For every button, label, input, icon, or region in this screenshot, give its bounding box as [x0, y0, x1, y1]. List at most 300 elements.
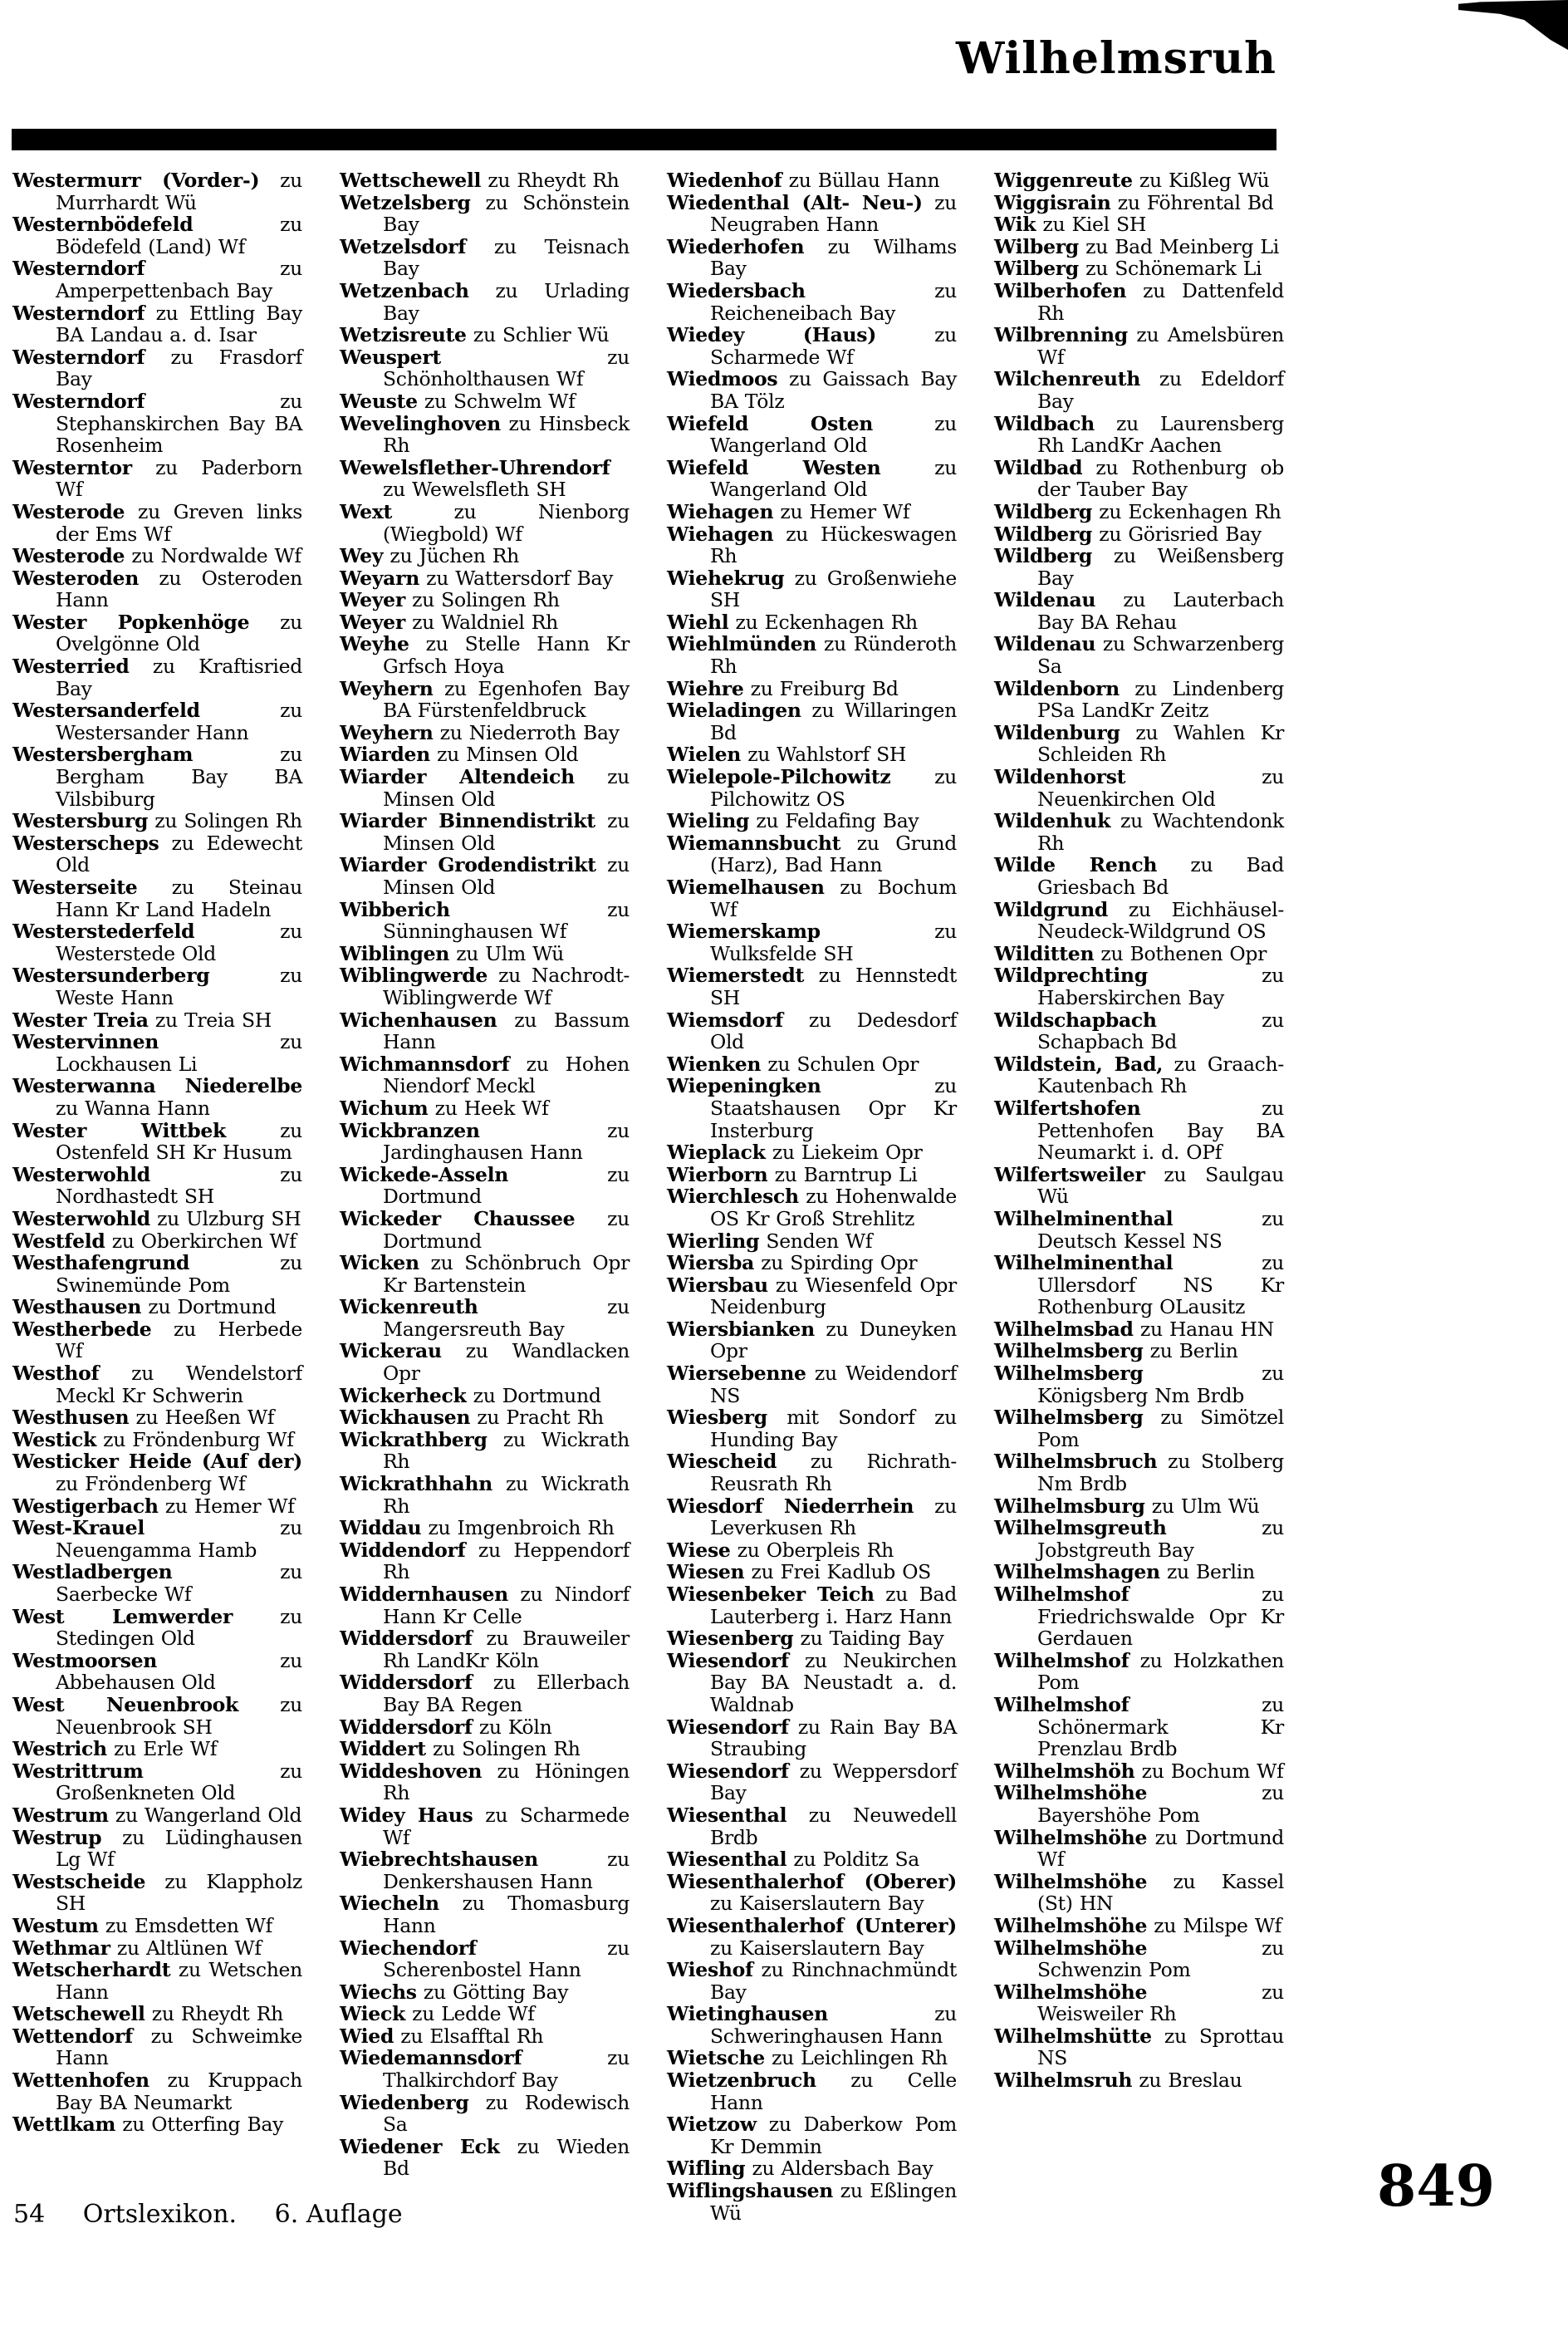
entry-headword: Wienken — [667, 1052, 762, 1076]
entry-location: zu Wangerland Old — [710, 411, 957, 458]
gazetteer-entry — [994, 324, 1284, 368]
gazetteer-entry — [340, 766, 630, 810]
gazetteer-entry — [667, 1141, 957, 1164]
entry-location: zu Bergham Bay BA Vilsbiburg — [56, 743, 302, 811]
entry-location: zu Elsafftal Rh — [400, 2024, 544, 2048]
gazetteer-entry — [340, 501, 630, 545]
gazetteer-entry — [994, 457, 1284, 501]
gazetteer-entry — [340, 1892, 630, 1936]
entry-location: zu Ostenfeld SH Kr Husum — [56, 1118, 303, 1165]
gazetteer-entry — [12, 1406, 302, 1429]
gazetteer-entry — [667, 1252, 957, 1274]
entry-location: zu Schönholthausen Wf — [383, 345, 630, 391]
entry-headword: Wiehekrug — [667, 566, 785, 590]
gazetteer-entry — [667, 876, 957, 920]
gazetteer-entry — [994, 1208, 1284, 1252]
entry-headword: Wiehl — [667, 610, 729, 634]
entry-location: zu Scharmede Wf — [710, 323, 957, 369]
entry-headword: Wiechs — [340, 1980, 417, 2004]
entry-headword: Wiesenthal — [667, 1848, 787, 1872]
gazetteer-entry — [667, 523, 957, 567]
entry-location: zu Schweringhausen Hann — [710, 2002, 957, 2048]
entry-headword: Wiefeld Osten — [667, 411, 874, 435]
entry-headword: Wielen — [667, 743, 742, 767]
gazetteer-entry — [994, 633, 1284, 677]
entry-headword: Wilhelmshöhe — [994, 1936, 1148, 1960]
entry-headword: Wilhelmsruh — [994, 2069, 1133, 2093]
gazetteer-entry — [994, 1164, 1284, 1208]
entry-location: zu Schwelm Wf — [424, 389, 576, 413]
gazetteer-entry — [340, 169, 630, 192]
gazetteer-entry — [667, 567, 957, 611]
gazetteer-entry — [994, 1406, 1284, 1450]
entry-location: zu Oberkirchen Wf — [111, 1229, 296, 1253]
entry-headword: Westermurr (Vorder-) — [12, 169, 260, 192]
entry-location: Senden Wf — [766, 1229, 873, 1253]
entry-location: zu Rodewisch Sa — [383, 2090, 630, 2137]
entry-location: zu Nindorf Hann Kr Celle — [383, 1583, 630, 1628]
entry-location: zu Dortmund — [473, 1383, 601, 1407]
gazetteer-entry — [340, 1716, 630, 1739]
entry-location: zu Westerstede Old — [56, 920, 302, 965]
gazetteer-entry — [12, 1230, 302, 1253]
entry-location: zu Paderborn Wf — [56, 455, 302, 502]
entry-headword: Wieck — [340, 2002, 405, 2026]
gazetteer-entry — [12, 1694, 302, 1738]
entry-headword: Wickeder Chaussee — [340, 1206, 576, 1230]
entry-headword: Wevelinghoven — [340, 411, 501, 435]
entry-location: zu Gaissach Bay BA Tölz — [710, 367, 957, 413]
gazetteer-entry — [12, 1362, 302, 1406]
entry-location: zu Ledde Wf — [412, 2002, 535, 2026]
gazetteer-entry — [340, 943, 630, 965]
gazetteer-entry — [340, 346, 630, 390]
entry-location: zu Neuwedell Brdb — [710, 1803, 957, 1849]
entry-headword: Wilfertsweiler — [994, 1162, 1145, 1186]
gazetteer-entry — [12, 1650, 302, 1694]
entry-headword: Wiersbau — [667, 1273, 768, 1297]
entry-location: zu Ulm Wü — [456, 941, 564, 965]
entry-location: zu Jardinghausen Hann — [383, 1118, 630, 1165]
entry-location: zu Brauweiler Rh LandKr Köln — [383, 1627, 630, 1672]
entry-location: zu Fröndenburg Wf — [103, 1427, 294, 1451]
entry-headword: Wiedey (Haus) — [667, 323, 877, 347]
gazetteer-entry — [994, 810, 1284, 854]
entry-headword: West Lemwerder — [12, 1604, 233, 1628]
entry-location: zu Frei Kadlub OS — [751, 1560, 931, 1584]
entry-headword: Westrittrum — [12, 1759, 144, 1783]
gazetteer-entry — [340, 2003, 630, 2025]
gazetteer-entry — [12, 2113, 302, 2136]
gazetteer-entry — [340, 1627, 630, 1671]
gazetteer-entry — [340, 2025, 630, 2048]
gazetteer-entry — [12, 1804, 302, 1827]
entry-location: zu Kaiserslautern Bay — [710, 1936, 924, 1960]
gazetteer-entry — [994, 192, 1284, 214]
gazetteer-entry — [667, 964, 957, 1009]
entry-location: zu Ettling Bay BA Landau a. d. Isar — [56, 301, 302, 347]
entry-location: zu Lindenberg PSa LandKr Zeitz — [1037, 676, 1285, 723]
entry-location: zu Swinemünde Pom — [56, 1251, 302, 1297]
entry-headword: Wilde Rench — [994, 853, 1158, 877]
entry-headword: Wilhelmsberg — [994, 1362, 1144, 1386]
gazetteer-entry — [667, 766, 957, 810]
entry-location: zu Daberkow Pom Kr Demmin — [710, 2113, 957, 2158]
entry-location: zu Ulzburg SH — [157, 1206, 301, 1230]
entry-location: zu Pilchowitz OS — [710, 765, 957, 811]
entry-headword: Wiggisrain — [994, 190, 1111, 214]
entry-headword: Wilberhofen — [994, 278, 1127, 302]
column-2 — [340, 169, 630, 2180]
entry-location: zu Thomasburg Hann — [383, 1892, 630, 1937]
entry-location: zu Hohenwalde OS Kr Groß Strehlitz — [710, 1185, 958, 1230]
entry-location: zu Schwarzenberg Sa — [1037, 632, 1285, 679]
gazetteer-entry — [667, 2003, 957, 2047]
entry-location: zu Eichhäusel-Neudeck-Wildgrund OS — [1037, 897, 1284, 944]
entry-location: zu Breslau — [1139, 2069, 1242, 2093]
gazetteer-entry — [667, 1716, 957, 1760]
entry-headword: Wetscherhardt — [12, 1958, 171, 1982]
entry-headword: Wildbach — [994, 411, 1095, 435]
entry-headword: Wilhelmshöhe — [994, 1913, 1148, 1937]
entry-location: zu Dortmund — [383, 1162, 630, 1209]
gazetteer-entry — [994, 1937, 1284, 1981]
entry-location: zu Bödefeld (Land) Wf — [56, 213, 302, 258]
entry-headword: Wiedersbach — [667, 278, 806, 302]
entry-headword: Wester Wittbek — [12, 1118, 227, 1142]
running-header: Wilhelmsruh — [956, 33, 1276, 84]
gazetteer-entry — [667, 1583, 957, 1627]
entry-location: zu Pracht Rh — [477, 1406, 604, 1430]
gazetteer-entry — [994, 964, 1284, 1009]
gazetteer-entry — [667, 920, 957, 964]
entry-location: zu Jüchen Rh — [390, 544, 519, 568]
gazetteer-entry — [994, 1495, 1284, 1518]
entry-headword: Westerndorf — [12, 389, 145, 413]
entry-headword: Wielepole-Pilchowitz — [667, 765, 891, 789]
entry-headword: Weyhern — [340, 676, 434, 700]
entry-location: zu Bayershöhe Pom — [1037, 1781, 1284, 1827]
gazetteer-entry — [12, 390, 302, 457]
entry-headword: Westerntor — [12, 455, 132, 479]
entry-headword: Wilhelmsgreuth — [994, 1516, 1167, 1540]
gazetteer-entry — [667, 1848, 957, 1871]
entry-location: zu Schapbach Bd — [1037, 1008, 1284, 1054]
gazetteer-entry — [12, 1252, 302, 1296]
entry-headword: Wetschewell — [12, 2002, 145, 2026]
entry-headword: Westicker Heide (Auf der) — [12, 1450, 302, 1474]
entry-location: zu Ellerbach Bay BA Regen — [383, 1671, 630, 1716]
entry-location: zu Ullersdorf NS Kr Rothenburg OLausitz — [1037, 1251, 1284, 1319]
gazetteer-entry — [340, 1120, 630, 1164]
entry-location: zu Solingen Rh — [433, 1737, 581, 1761]
gazetteer-entry — [994, 1097, 1284, 1164]
gazetteer-entry — [667, 1539, 957, 1562]
entry-headword: Wilditten — [994, 941, 1095, 965]
entry-location: zu Haberskirchen Bay — [1037, 964, 1284, 1009]
entry-location: zu Neuenbrook SH — [56, 1692, 302, 1739]
entry-headword: Wiarder Grodendistrikt — [340, 853, 596, 877]
entry-headword: Wickrathhahn — [340, 1472, 492, 1496]
gazetteer-entry — [667, 1627, 957, 1650]
gazetteer-entry — [340, 567, 630, 590]
gazetteer-entry — [667, 1053, 957, 1076]
entry-headword: Westerwanna Niederelbe — [12, 1074, 302, 1098]
entry-location: zu Lockhausen Li — [56, 1030, 302, 1076]
gazetteer-entry — [12, 2069, 302, 2113]
gazetteer-entry — [994, 1450, 1284, 1494]
gazetteer-entry — [340, 1517, 630, 1539]
entry-headword: Wiedener Eck — [340, 2134, 500, 2158]
entry-headword: Westervinnen — [12, 1030, 159, 1054]
entry-headword: Wilfertshofen — [994, 1096, 1141, 1120]
entry-headword: Wiebrechtshausen — [340, 1848, 538, 1872]
entry-headword: Wiemerstedt — [667, 964, 805, 988]
gazetteer-entry — [340, 611, 630, 634]
entry-location: zu Bad Meinberg Li — [1085, 234, 1279, 258]
gazetteer-entry — [667, 1915, 957, 1959]
entry-headword: Wext — [340, 499, 393, 523]
gazetteer-entry — [12, 1164, 302, 1208]
gazetteer-entry — [667, 1009, 957, 1053]
entry-location: zu Richrath-Reusrath Rh — [710, 1450, 958, 1496]
entry-headword: Westick — [12, 1427, 96, 1451]
entry-location: zu Weißensberg Bay — [1037, 544, 1284, 590]
entry-headword: Westerried — [12, 655, 130, 679]
entry-headword: Wierchlesch — [667, 1185, 799, 1209]
gazetteer-entry — [340, 1208, 630, 1252]
entry-location: zu Bassum Hann — [383, 1008, 630, 1054]
gazetteer-entry — [12, 1959, 302, 2003]
scan-artifact-corner — [1458, 0, 1568, 50]
entry-headword: Wilhelmsberg — [994, 1406, 1144, 1430]
gazetteer-entry — [340, 390, 630, 413]
entry-headword: Wiesenthalerhof (Unterer) — [667, 1913, 957, 1937]
gazetteer-entry — [340, 1340, 630, 1384]
gazetteer-entry — [667, 2113, 957, 2157]
entry-location: zu Wandlacken Opr — [383, 1339, 630, 1386]
gazetteer-entry — [340, 1097, 630, 1120]
gazetteer-entry — [340, 2047, 630, 2091]
entry-location: zu Bochum Wf — [710, 876, 958, 921]
entry-headword: Widdendorf — [340, 1538, 466, 1562]
gazetteer-entry — [12, 545, 302, 567]
gazetteer-entry — [340, 413, 630, 457]
entry-location: zu Edeldorf Bay — [1037, 367, 1285, 413]
gazetteer-entry — [340, 1671, 630, 1715]
gazetteer-entry — [994, 1827, 1284, 1871]
entry-headword: Westerode — [12, 499, 125, 523]
entry-location: zu Abbehausen Old — [56, 1648, 302, 1695]
gazetteer-entry — [667, 1274, 957, 1318]
gazetteer-entry — [994, 236, 1284, 258]
entry-location: zu Urlading Bay — [383, 278, 630, 325]
gazetteer-entry — [667, 1362, 957, 1406]
gazetteer-entry — [340, 1539, 630, 1583]
gazetteer-entry — [340, 1804, 630, 1848]
entry-location: zu Mangersreuth Bay — [383, 1295, 630, 1341]
entry-location: zu Altlünen Wf — [116, 1936, 262, 1960]
entry-location: zu Sünninghausen Wf — [383, 897, 630, 944]
entry-location: zu Königsberg Nm Brdb — [1037, 1362, 1284, 1407]
gazetteer-entry — [340, 810, 630, 854]
gazetteer-entry — [994, 1009, 1284, 1053]
entry-headword: Wetzisreute — [340, 323, 467, 347]
entry-location: zu Stolberg Nm Brdb — [1037, 1450, 1284, 1496]
gazetteer-entry — [667, 457, 957, 501]
entry-headword: Wiedemannsdorf — [340, 2046, 522, 2070]
entry-location: zu Berlin — [1149, 1339, 1238, 1363]
gazetteer-entry — [994, 169, 1284, 192]
entry-location: zu Solingen Rh — [412, 588, 560, 612]
entry-location: zu Feldafing Bay — [756, 809, 919, 833]
gazetteer-entry — [12, 1937, 302, 1960]
entry-headword: Wiedenhof — [667, 169, 782, 192]
entry-location: zu Holzkathen Pom — [1037, 1648, 1285, 1695]
gazetteer-entry — [667, 699, 957, 744]
entry-headword: Westerwohld — [12, 1206, 150, 1230]
entry-location: zu Pettenhofen Bay BA Neumarkt i. d. OPf — [1037, 1096, 1284, 1165]
entry-headword: Wiemsdorf — [667, 1008, 783, 1032]
gazetteer-entry — [12, 1760, 302, 1804]
gazetteer-entry — [667, 1760, 957, 1804]
entry-headword: Westrup — [12, 1825, 102, 1849]
entry-location: zu Minsen Old — [383, 765, 630, 811]
entry-location: zu Duneyken Opr — [710, 1317, 957, 1363]
gazetteer-entry — [12, 810, 302, 832]
gazetteer-entry — [994, 943, 1284, 965]
entry-location: zu Lüdinghausen Lg Wf — [56, 1825, 302, 1872]
entry-location: zu Friedrichswalde Opr Kr Gerdauen — [1037, 1583, 1284, 1651]
entry-headword: Wilhelmshof — [994, 1648, 1129, 1672]
entry-location: zu Berlin — [1166, 1560, 1255, 1584]
entry-location: zu Schönbruch Opr Kr Bartenstein — [383, 1251, 630, 1297]
entry-headword: Wiesendorf — [667, 1715, 789, 1739]
entry-location: zu Wickrath Rh — [383, 1472, 630, 1518]
gazetteer-entry — [340, 1385, 630, 1407]
entry-headword: Wildenhuk — [994, 809, 1111, 833]
entry-headword: Wester Treia — [12, 1008, 149, 1032]
entry-location: zu Schwenzin Pom — [1037, 1936, 1284, 1982]
entry-location: zu Wangerland Old — [710, 455, 957, 502]
entry-headword: Wiederhofen — [667, 234, 805, 258]
entry-location: zu Bad Lauterberg i. Harz Hann — [710, 1583, 957, 1628]
gazetteer-entry — [667, 324, 957, 368]
entry-headword: Wilhelmshagen — [994, 1560, 1160, 1584]
entry-headword: Wildprechting — [994, 964, 1148, 988]
gazetteer-entry — [667, 236, 957, 280]
entry-location: zu Jobstgreuth Bay — [1037, 1516, 1284, 1562]
entry-headword: Wierborn — [667, 1162, 768, 1186]
entry-headword: Westerscheps — [12, 831, 159, 855]
gazetteer-entry — [994, 1517, 1284, 1561]
entry-headword: Westersanderfeld — [12, 699, 200, 723]
entry-location: zu Amelsbüren Wf — [1037, 323, 1284, 369]
entry-headword: Widdau — [340, 1516, 422, 1540]
gazetteer-entry — [994, 545, 1284, 589]
entry-headword: Wiehre — [667, 676, 744, 700]
entry-location: zu Polditz Sa — [793, 1848, 919, 1872]
gazetteer-entry — [12, 876, 302, 920]
gazetteer-entry — [667, 832, 957, 876]
gazetteer-entry — [667, 1561, 957, 1583]
entry-location: zu Bochum Wf — [1141, 1759, 1284, 1783]
entry-headword: Wettenhofen — [12, 2069, 149, 2093]
entry-location: zu Scherenbostel Hann — [383, 1936, 630, 1982]
gazetteer-entry — [340, 1429, 630, 1473]
entry-headword: Wilhelmshof — [994, 1692, 1129, 1716]
entry-location: zu Wieden Bd — [383, 2134, 630, 2181]
entry-headword: West Neuenbrook — [12, 1692, 239, 1716]
entry-location: zu Celle Hann — [710, 2069, 957, 2114]
entry-headword: Wiesendorf — [667, 1759, 789, 1783]
entry-location: zu Wetschen Hann — [56, 1958, 302, 2004]
entry-location: zu Greven links der Ems Wf — [56, 499, 302, 546]
gazetteer-entry — [667, 1959, 957, 2003]
entry-headword: Wiedenberg — [340, 2090, 469, 2114]
entry-location: zu Treia SH — [154, 1008, 272, 1032]
text-columns — [12, 169, 1285, 2224]
entry-headword: Wieplack — [667, 1141, 766, 1165]
entry-headword: Wettschewell — [340, 169, 482, 192]
entry-headword: Wildenau — [994, 588, 1096, 612]
entry-location: zu Hemer Wf — [164, 1494, 295, 1518]
entry-headword: Westhafengrund — [12, 1251, 190, 1275]
gazetteer-entry — [994, 258, 1284, 280]
gazetteer-entry — [340, 1009, 630, 1053]
gazetteer-entry — [667, 678, 957, 700]
gazetteer-entry — [340, 854, 630, 898]
entry-headword: Wildschapbach — [994, 1008, 1157, 1032]
entry-location: zu Sprottau NS — [1037, 2024, 1284, 2070]
entry-location: zu Oberpleis Rh — [737, 1538, 894, 1562]
entry-headword: Widdernhausen — [340, 1583, 508, 1606]
gazetteer-entry — [340, 722, 630, 744]
entry-headword: Westfeld — [12, 1229, 105, 1253]
footer-signature-line — [13, 2200, 403, 2229]
gazetteer-entry — [340, 2136, 630, 2180]
gazetteer-entry — [667, 1495, 957, 1539]
entry-headword: Wiecheln — [340, 1892, 439, 1916]
gazetteer-entry — [12, 1429, 302, 1451]
entry-headword: Wetzelsberg — [340, 190, 471, 214]
entry-headword: Westigerbach — [12, 1494, 159, 1518]
gazetteer-entry — [340, 236, 630, 280]
entry-headword: Wester Popkenhöge — [12, 610, 250, 634]
gazetteer-entry — [667, 1185, 957, 1229]
gazetteer-entry — [667, 280, 957, 324]
gazetteer-entry — [340, 1738, 630, 1760]
gazetteer-entry — [12, 744, 302, 810]
entry-location: zu Wahlstorf SH — [747, 743, 907, 767]
entry-location: zu Ovelgönne Old — [56, 610, 302, 656]
gazetteer-entry — [340, 964, 630, 1009]
entry-location: zu Wilhams Bay — [710, 234, 957, 281]
gazetteer-entry — [994, 1053, 1284, 1097]
entry-location: zu Wiesenfeld Opr Neidenburg — [710, 1273, 957, 1319]
entry-headword: Westladbergen — [12, 1560, 173, 1584]
gazetteer-entry — [12, 655, 302, 699]
entry-headword: Wickbranzen — [340, 1118, 480, 1142]
entry-headword: Wiese — [667, 1538, 731, 1562]
gazetteer-entry — [667, 501, 957, 523]
gazetteer-entry — [994, 1561, 1284, 1583]
entry-headword: Wetzelsdorf — [340, 234, 467, 258]
entry-location: zu Saulgau Wü — [1037, 1162, 1285, 1209]
entry-headword: Wiarder Altendeich — [340, 765, 575, 789]
entry-headword: Wiescheid — [667, 1450, 777, 1474]
entry-headword: Wilhelmshütte — [994, 2024, 1152, 2048]
